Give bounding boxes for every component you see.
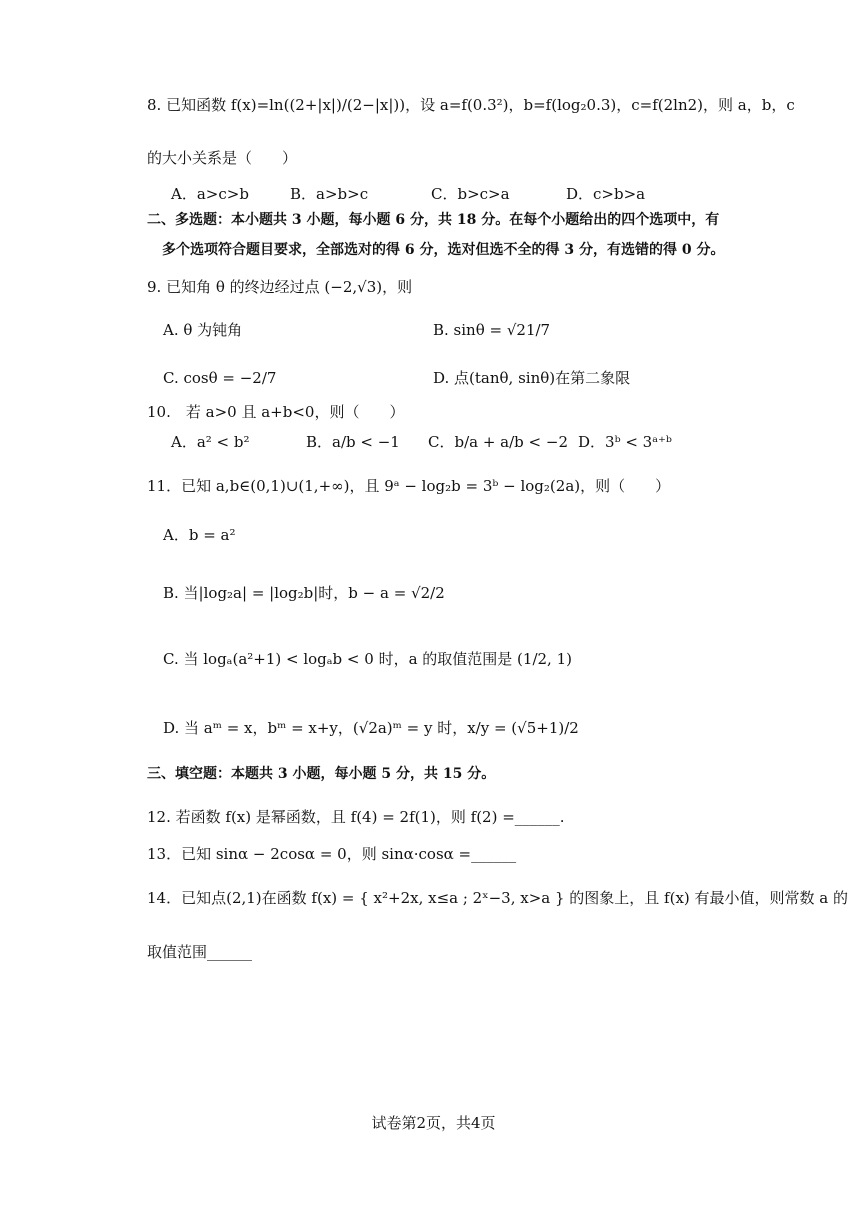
q9-stem: 9. 已知角 θ 的终边经过点 (−2,√3)，则: [147, 278, 413, 296]
q10-option-a: A．a² < b²: [171, 433, 250, 451]
q11-option-c: C. 当 logₐ(a²+1) < logₐb < 0 时，a 的取值范围是 (1/2, 1): [163, 650, 572, 668]
section3-heading: 三、填空题：本题共 3 小题，每小题 5 分，共 15 分。: [147, 766, 496, 782]
q14-line2: 取值范围______: [147, 943, 253, 961]
page-footer: 试卷第2页，共4页: [371, 1114, 496, 1132]
q9-option-c: C. cosθ = −2/7: [163, 369, 277, 387]
q11-stem: 11．已知 a,b∈(0,1)∪(1,+∞)，且 9ᵃ − log₂b = 3ᵇ − log₂(2a)，则（ ）: [147, 477, 671, 495]
section2-heading-line2: 多个选项符合题目要求，全部选对的得 6 分，选对但选不全的得 3 分，有选错的得 0 分。: [162, 242, 725, 258]
q8-option-a: A．a>c>b: [171, 185, 249, 203]
q8-option-b: B．a>b>c: [290, 185, 369, 203]
q11-option-b: B. 当|log₂a| = |log₂b|时，b − a = √2/2: [163, 584, 445, 602]
q10-option-d: D．3ᵇ < 3ᵃ⁺ᵇ: [578, 433, 672, 451]
q9-option-d: D. 点(tanθ, sinθ)在第二象限: [433, 369, 631, 387]
q12: 12. 若函数 f(x) 是幂函数，且 f(4) = 2f(1)，则 f(2) =______.: [147, 808, 565, 826]
q9-option-a: A. θ 为钝角: [163, 321, 243, 339]
q11-option-d: D. 当 aᵐ = x，bᵐ = x+y，(√2a)ᵐ = y 时，x/y = (√5+1)/2: [163, 719, 579, 737]
section2-heading-line1: 二、多选题：本小题共 3 小题，每小题 6 分，共 18 分。在每个小题给出的四个选项中，有: [147, 212, 720, 228]
q8-line1: 8. 已知函数 f(x)=ln((2+|x|)/(2−|x|))，设 a=f(0.3²)，b=f(log₂0.3)，c=f(2ln2)，则 a，b，c: [147, 96, 795, 114]
q8-option-c: C．b>c>a: [431, 185, 510, 203]
q11-option-a: A．b = a²: [163, 526, 236, 544]
q9-option-b: B. sinθ = √21/7: [433, 321, 551, 339]
q8-line2: 的大小关系是（ ）: [147, 149, 298, 167]
q8-option-d: D．c>b>a: [566, 185, 646, 203]
q14-line1: 14．已知点(2,1)在函数 f(x) = { x²+2x, x≤a ; 2ˣ−3, x>a } 的图象上，且 f(x) 有最小值，则常数 a 的: [147, 889, 849, 907]
q10-option-c: C．b/a + a/b < −2: [428, 433, 568, 451]
q10-option-b: B．a/b < −1: [306, 433, 400, 451]
q13: 13．已知 sinα − 2cosα = 0，则 sinα·cosα =______: [147, 845, 517, 863]
q10-stem: 10. 若 a>0 且 a+b<0，则（ ）: [147, 403, 405, 421]
